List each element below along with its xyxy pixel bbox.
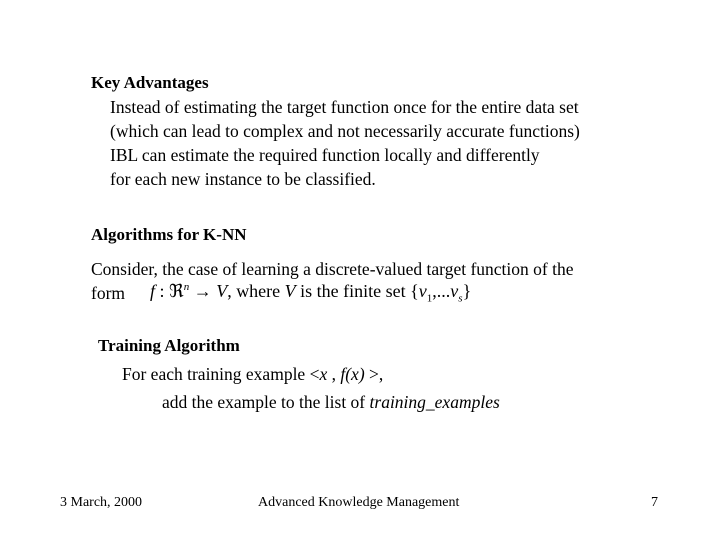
- training-line-1-end: >,: [364, 364, 384, 384]
- formula-real: ℜ: [169, 281, 184, 301]
- footer-title: Advanced Knowledge Management: [258, 495, 460, 510]
- training-line-1-text: For each training example <: [122, 364, 320, 384]
- formula: [150, 281, 471, 305]
- advantages-line-3: IBL can estimate the required function locally and differently: [110, 145, 540, 165]
- formula-arrow: →: [189, 281, 217, 301]
- formula-V2: V: [284, 281, 296, 301]
- formula-sub1: 1: [426, 292, 433, 305]
- consider-line-2: form: [91, 283, 126, 303]
- training-heading: Training Algorithm: [98, 336, 240, 355]
- training-line-1-x: x: [319, 364, 328, 384]
- formula-subs: s: [458, 292, 463, 305]
- footer-page-number: 7: [651, 495, 658, 510]
- advantages-line-4: for each new instance to be classified.: [110, 169, 376, 189]
- formula-vs: v: [450, 281, 459, 301]
- formula-V: V: [216, 281, 228, 301]
- training-line-2-italic: training_examples: [369, 392, 500, 412]
- advantages-heading: Key Advantages: [91, 73, 209, 92]
- consider-line-1: Consider, the case of learning a discrete-valued target function of the: [91, 259, 574, 279]
- formula-close: }: [462, 281, 472, 301]
- training-line-2: [162, 390, 500, 415]
- formula-finite-set: is the finite set {: [295, 281, 419, 301]
- formula-v1: v: [418, 281, 427, 301]
- training-line-1: [122, 362, 383, 387]
- algorithms-heading: Algorithms for K-NN: [91, 225, 247, 244]
- advantages-line-1: Instead of estimating the target function once for the entire data set: [110, 97, 579, 117]
- formula-exp-n: n: [183, 281, 190, 293]
- formula-colon: :: [155, 281, 170, 301]
- training-line-1-fx: f(x): [340, 364, 365, 384]
- training-line-2-text: add the example to the list of: [162, 392, 370, 412]
- training-line-1-mid: ,: [327, 364, 341, 384]
- footer-date: 3 March, 2000: [60, 495, 143, 510]
- formula-where: , where: [227, 281, 285, 301]
- formula-dots: ,...: [432, 281, 451, 301]
- formula-f: f: [150, 281, 156, 301]
- advantages-line-2: (which can lead to complex and not necessarily accurate functions): [110, 121, 580, 141]
